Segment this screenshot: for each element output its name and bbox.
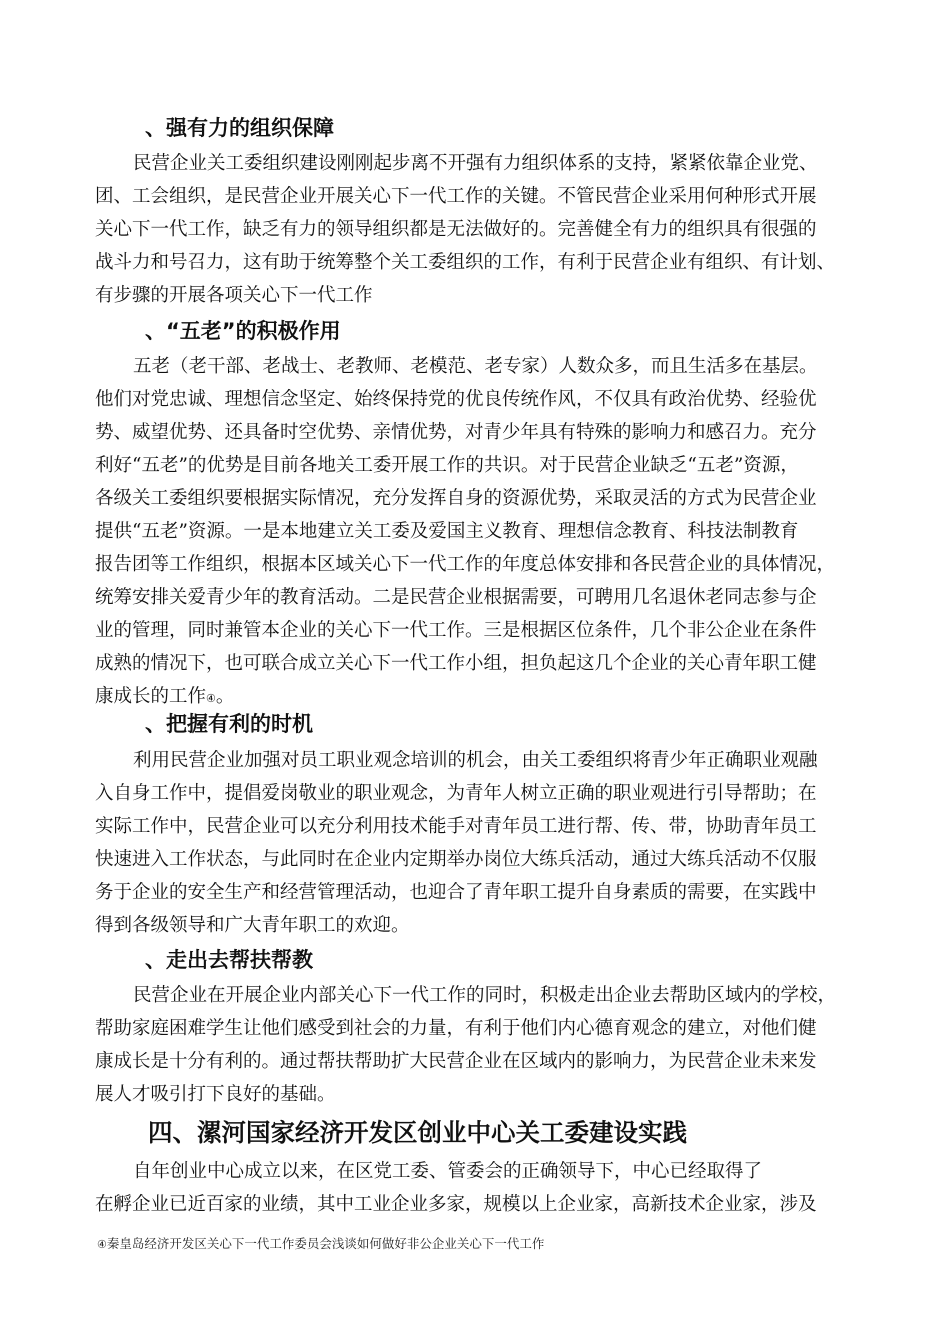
text-line: 成熟的情况下，也可联合成立关心下一代工作小组，担负起这几个企业的关心青年职工健 [95,653,817,674]
text-line: 关心下一代工作，缺乏有力的领导组织都是无法做好的。完善健全有力的组织具有很强的 [95,219,817,240]
chapter-heading: 四、漯河国家经济开发区创业中心关工委建设实践 [148,1118,687,1147]
text-line: 团、工会组织，是民营企业开展关心下一代工作的关键。不管民营企业采用何种形式开展 [95,186,817,207]
text-line: 他们对党忠诚、理想信念坚定、始终保持党的优良传统作风，不仅具有政治优势、经验优 [95,389,817,410]
text-line: 得到各级领导和广大青年职工的欢迎。 [95,915,410,936]
text-line: 利用民营企业加强对员工职业观念培训的机会，由关工委组织将青少年正确职业观融 [133,750,818,771]
footnote-mark: ④ [97,1238,107,1251]
text-line: 实际工作中，民营企业可以充分利用技术能手对青年员工进行帮、传、带，协助青年员工 [95,816,817,837]
text-line: 统筹安排关爱青少年的教育活动。二是民营企业根据需要，可聘用几名退休老同志参与企 [95,587,817,608]
paragraph-timing [95,744,855,942]
text-line: 务于企业的安全生产和经营管理活动，也迎合了青年职工提升自身素质的需要，在实践中 [95,882,817,903]
text-line: 快速进入工作状态，与此同时在企业内定期举办岗位大练兵活动，通过大练兵活动不仅服 [95,849,817,870]
section-heading-wulao: 、“五老”的积极作用 [145,319,341,343]
text-line: 入自身工作中，提倡爱岗敬业的职业观念，为青年人树立正确的职业观进行引导帮助；在 [95,783,817,804]
text-line: 战斗力和号召力，这有助于统筹整个关工委组织的工作，有利于民营企业有组织、有计划、 [95,252,836,273]
paragraph-wulao [95,350,855,713]
text-line: 有步骤的开展各项关心下一代工作 [95,285,373,306]
text-line-end: 。 [215,686,235,707]
section-heading-organization: 、强有力的组织保障 [145,116,334,140]
text-line: 报告团等工作组织，根据本区域关心下一代工作的年度总体安排和各民营企业的具体情况， [95,554,836,575]
section-heading-timing: 、把握有利的时机 [145,712,313,736]
text-line: 自年创业中心成立以来，在区党工委、管委会的正确领导下，中心已经取得了 [133,1161,763,1182]
text-line: 利好“五老”的优势是目前各地关工委开展工作的共识。对于民营企业缺乏“五老”资源， [95,455,799,476]
text-line: 提供“五老”资源。一是本地建立关工委及爱国主义教育、理想信念教育、科技法制教育 [95,521,799,542]
paragraph-organization [95,147,855,312]
footnote-text: 秦皇岛经济开发区关心下一代工作委员会浅谈如何做好非公企业关心下一代工作 [106,1236,545,1251]
text-line: 民营企业关工委组织建设刚刚起步离不开强有力组织体系的支持，紧紧依靠企业党、 [133,153,818,174]
text-line: 康成长是十分有利的。通过帮扶帮助扩大民营企业在区域内的影响力，为民营企业未来发 [95,1051,817,1072]
text-line: 民营企业在开展企业内部关心下一代工作的同时，积极走出企业去帮助区域内的学校， [133,985,837,1006]
text-line: 五老（老干部、老战士、老教师、老模范、老专家）人数众多，而且生活多在基层。 [133,356,818,377]
paragraph-chapter-intro [95,1155,855,1221]
text-line-content: 康成长的工作 [95,686,207,707]
text-line: 业的管理，同时兼管本企业的关心下一代工作。三是根据区位条件，几个非公企业在条件 [95,620,817,641]
text-line: 展人才吸引打下良好的基础。 [95,1084,336,1105]
footnote-reference-mark: ④ [206,692,216,705]
text-line: 势、威望优势、还具备时空优势、亲情优势，对青少年具有特殊的影响力和感召力。充分 [95,422,817,443]
text-line: 在孵企业已近百家的业绩，其中工业企业多家，规模以上企业家，高新技术企业家，涉及 [95,1194,817,1215]
text-line: 帮助家庭困难学生让他们感受到社会的力量，有利于他们内心德育观念的建立，对他们健 [95,1018,817,1039]
text-line: 各级关工委组织要根据实际情况，充分发挥自身的资源优势，采取灵活的方式为民营企业 [95,488,817,509]
paragraph-outreach [95,979,855,1111]
footnote [97,1235,544,1254]
section-heading-outreach: 、走出去帮扶帮教 [145,948,313,972]
